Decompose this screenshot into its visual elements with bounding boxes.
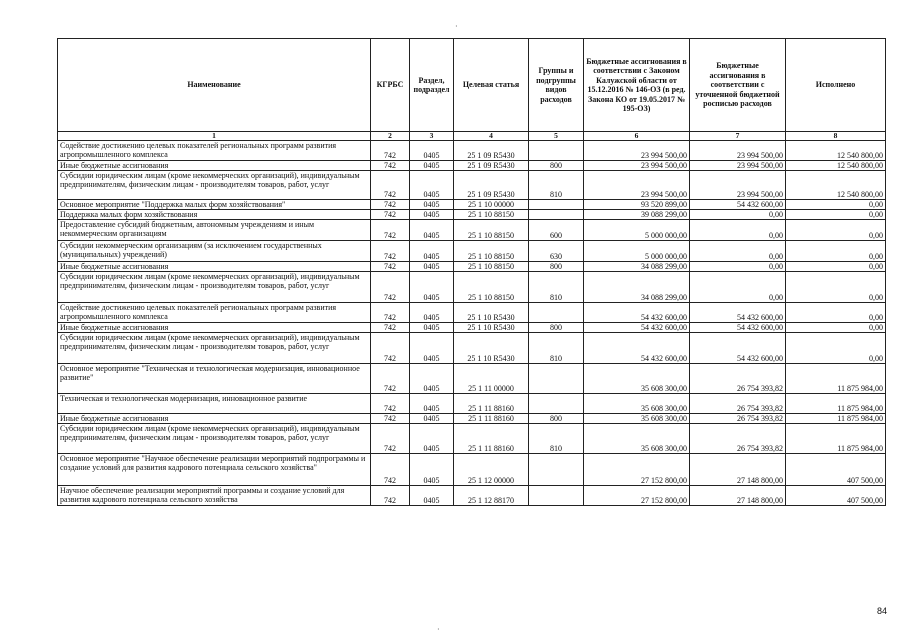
cell-group <box>529 394 584 414</box>
cell-kgrbs: 742 <box>371 454 410 486</box>
cell-target: 25 1 10 R5430 <box>454 303 529 323</box>
cell-refined: 23 994 500,00 <box>690 161 786 171</box>
cell-razdel: 0405 <box>410 454 454 486</box>
column-number: 5 <box>529 132 584 141</box>
cell-group <box>529 454 584 486</box>
table-row <box>58 200 886 210</box>
cell-law: 5 000 000,00 <box>584 241 690 262</box>
cell-refined: 23 994 500,00 <box>690 141 786 161</box>
cell-group: 600 <box>529 220 584 241</box>
table-row <box>58 241 886 262</box>
cell-target: 25 1 10 88150 <box>454 241 529 262</box>
table-row <box>58 161 886 171</box>
cell-law: 54 432 600,00 <box>584 333 690 364</box>
cell-kgrbs: 742 <box>371 210 410 220</box>
cell-razdel: 0405 <box>410 272 454 303</box>
cell-target: 25 1 10 R5430 <box>454 323 529 333</box>
cell-law: 23 994 500,00 <box>584 171 690 200</box>
table-row <box>58 454 886 486</box>
table-row <box>58 424 886 454</box>
cell-refined: 0,00 <box>690 220 786 241</box>
cell-target: 25 1 09 R5430 <box>454 171 529 200</box>
cell-razdel: 0405 <box>410 262 454 272</box>
cell-name: Иные бюджетные ассигнования <box>58 262 371 272</box>
cell-executed: 0,00 <box>786 262 886 272</box>
cell-group: 800 <box>529 414 584 424</box>
cell-executed: 0,00 <box>786 210 886 220</box>
cell-refined: 27 148 800,00 <box>690 486 786 506</box>
cell-executed: 11 875 984,00 <box>786 424 886 454</box>
cell-group <box>529 200 584 210</box>
cell-razdel: 0405 <box>410 241 454 262</box>
cell-name: Основное мероприятие "Научное обеспечение реализации мероприятий подпрограммы и создание условий для развития кадрового потенциала сельского хозяйства" <box>58 454 371 486</box>
cell-refined: 54 432 600,00 <box>690 303 786 323</box>
cell-executed: 407 500,00 <box>786 486 886 506</box>
cell-refined: 0,00 <box>690 241 786 262</box>
cell-law: 23 994 500,00 <box>584 141 690 161</box>
cell-name: Субсидии некоммерческим организациям (за исключением государственных (муниципальных) учреждений) <box>58 241 371 262</box>
cell-name: Субсидии юридическим лицам (кроме некоммерческих организаций), индивидуальным предпринимателям, физическим лицам - производителям товаров, работ, услуг <box>58 272 371 303</box>
cell-law: 93 520 899,00 <box>584 200 690 210</box>
cell-law: 35 608 300,00 <box>584 394 690 414</box>
table-row <box>58 414 886 424</box>
cell-target: 25 1 09 R5430 <box>454 161 529 171</box>
cell-group <box>529 303 584 323</box>
cell-kgrbs: 742 <box>371 486 410 506</box>
cell-law: 34 088 299,00 <box>584 262 690 272</box>
cell-executed: 0,00 <box>786 272 886 303</box>
cell-refined: 0,00 <box>690 262 786 272</box>
cell-name: Иные бюджетные ассигнования <box>58 161 371 171</box>
cell-group: 810 <box>529 171 584 200</box>
column-number: 3 <box>410 132 454 141</box>
cell-razdel: 0405 <box>410 323 454 333</box>
cell-target: 25 1 10 88150 <box>454 220 529 241</box>
cell-name: Основное мероприятие "Поддержка малых форм хозяйствования" <box>58 200 371 210</box>
header-name: Наименование <box>58 39 371 132</box>
cell-kgrbs: 742 <box>371 200 410 210</box>
cell-kgrbs: 742 <box>371 241 410 262</box>
cell-kgrbs: 742 <box>371 364 410 394</box>
cell-name: Иные бюджетные ассигнования <box>58 323 371 333</box>
cell-executed: 0,00 <box>786 241 886 262</box>
cell-executed: 12 540 800,00 <box>786 171 886 200</box>
header-groups: Группы и подгруппы видов расходов <box>529 39 584 132</box>
header-budget-refined: Бюджетные ассигнования в соответствии с уточненной бюджетной росписью расходов <box>690 39 786 132</box>
cell-name: Содействие достижению целевых показателей региональных программ развития агропромышленного комплекса <box>58 141 371 161</box>
cell-group: 810 <box>529 272 584 303</box>
cell-razdel: 0405 <box>410 141 454 161</box>
cell-executed: 12 540 800,00 <box>786 161 886 171</box>
cell-target: 25 1 09 R5430 <box>454 141 529 161</box>
cell-kgrbs: 742 <box>371 414 410 424</box>
cell-executed: 11 875 984,00 <box>786 394 886 414</box>
cell-group: 800 <box>529 323 584 333</box>
cell-group: 810 <box>529 424 584 454</box>
cell-law: 23 994 500,00 <box>584 161 690 171</box>
scan-dot: · <box>437 625 440 634</box>
cell-law: 39 088 299,00 <box>584 210 690 220</box>
cell-razdel: 0405 <box>410 364 454 394</box>
cell-refined: 26 754 393,82 <box>690 424 786 454</box>
budget-table <box>57 38 886 506</box>
cell-target: 25 1 12 88170 <box>454 486 529 506</box>
cell-refined: 0,00 <box>690 272 786 303</box>
cell-refined: 27 148 800,00 <box>690 454 786 486</box>
column-number: 1 <box>58 132 371 141</box>
cell-executed: 407 500,00 <box>786 454 886 486</box>
cell-executed: 0,00 <box>786 220 886 241</box>
table-row <box>58 210 886 220</box>
cell-name: Поддержка малых форм хозяйствования <box>58 210 371 220</box>
cell-law: 27 152 800,00 <box>584 454 690 486</box>
cell-group <box>529 141 584 161</box>
cell-group: 800 <box>529 161 584 171</box>
table-row <box>58 171 886 200</box>
header-razdel: Раздел, подраздел <box>410 39 454 132</box>
cell-law: 54 432 600,00 <box>584 303 690 323</box>
cell-razdel: 0405 <box>410 210 454 220</box>
cell-kgrbs: 742 <box>371 220 410 241</box>
cell-target: 25 1 10 R5430 <box>454 333 529 364</box>
cell-refined: 26 754 393,82 <box>690 364 786 394</box>
cell-kgrbs: 742 <box>371 333 410 364</box>
cell-razdel: 0405 <box>410 394 454 414</box>
table-row <box>58 220 886 241</box>
cell-name: Иные бюджетные ассигнования <box>58 414 371 424</box>
cell-razdel: 0405 <box>410 424 454 454</box>
cell-refined: 26 754 393,82 <box>690 394 786 414</box>
table-row <box>58 333 886 364</box>
cell-target: 25 1 10 00000 <box>454 200 529 210</box>
cell-name: Техническая и технологическая модернизация, инновационное развитие <box>58 394 371 414</box>
cell-law: 35 608 300,00 <box>584 424 690 454</box>
cell-executed: 11 875 984,00 <box>786 364 886 394</box>
cell-target: 25 1 11 88160 <box>454 394 529 414</box>
cell-razdel: 0405 <box>410 486 454 506</box>
cell-razdel: 0405 <box>410 161 454 171</box>
column-number: 2 <box>371 132 410 141</box>
cell-law: 5 000 000,00 <box>584 220 690 241</box>
cell-refined: 54 432 600,00 <box>690 200 786 210</box>
cell-executed: 0,00 <box>786 323 886 333</box>
cell-executed: 0,00 <box>786 303 886 323</box>
column-number: 7 <box>690 132 786 141</box>
cell-kgrbs: 742 <box>371 141 410 161</box>
table-row <box>58 303 886 323</box>
cell-razdel: 0405 <box>410 171 454 200</box>
cell-law: 27 152 800,00 <box>584 486 690 506</box>
cell-executed: 12 540 800,00 <box>786 141 886 161</box>
cell-law: 35 608 300,00 <box>584 414 690 424</box>
header-budget-law: Бюджетные ассигнования в соответствии с Законом Калужской области от 15.12.2016 № 146-ОЗ (в ред. Закона КО от 19.05.2017 № 195-ОЗ) <box>584 39 690 132</box>
table-row <box>58 486 886 506</box>
cell-name: Основное мероприятие "Техническая и технологическая модернизация, инновационное развитие" <box>58 364 371 394</box>
scan-dot: · <box>455 22 458 31</box>
header-executed: Исполнено <box>786 39 886 132</box>
cell-kgrbs: 742 <box>371 424 410 454</box>
cell-refined: 23 994 500,00 <box>690 171 786 200</box>
table-row <box>58 394 886 414</box>
cell-group <box>529 364 584 394</box>
cell-target: 25 1 11 88160 <box>454 414 529 424</box>
cell-name: Содействие достижению целевых показателей региональных программ развития агропромышленного комплекса <box>58 303 371 323</box>
cell-target: 25 1 12 00000 <box>454 454 529 486</box>
page-number: 84 <box>876 606 887 616</box>
cell-name: Субсидии юридическим лицам (кроме некоммерческих организаций), индивидуальным предпринимателям, физическим лицам - производителям товаров, работ, услуг <box>58 171 371 200</box>
table-row <box>58 364 886 394</box>
table-row <box>58 323 886 333</box>
cell-executed: 0,00 <box>786 200 886 210</box>
cell-refined: 54 432 600,00 <box>690 333 786 364</box>
column-number: 6 <box>584 132 690 141</box>
cell-razdel: 0405 <box>410 414 454 424</box>
cell-refined: 26 754 393,82 <box>690 414 786 424</box>
cell-razdel: 0405 <box>410 220 454 241</box>
header-kgrbs: КГРБС <box>371 39 410 132</box>
column-number: 8 <box>786 132 886 141</box>
cell-group: 800 <box>529 262 584 272</box>
cell-name: Субсидии юридическим лицам (кроме некоммерческих организаций), индивидуальным предпринимателям, физическим лицам - производителям товаров, работ, услуг <box>58 333 371 364</box>
cell-target: 25 1 10 88150 <box>454 210 529 220</box>
cell-group: 810 <box>529 333 584 364</box>
cell-target: 25 1 10 88150 <box>454 272 529 303</box>
table-body <box>58 141 886 506</box>
cell-law: 35 608 300,00 <box>584 364 690 394</box>
table-row <box>58 272 886 303</box>
cell-target: 25 1 11 88160 <box>454 424 529 454</box>
cell-law: 54 432 600,00 <box>584 323 690 333</box>
cell-name: Научное обеспечение реализации мероприятий программы и создание условий для развития кадрового потенциала сельского хозяйства <box>58 486 371 506</box>
cell-group <box>529 486 584 506</box>
cell-kgrbs: 742 <box>371 272 410 303</box>
cell-executed: 0,00 <box>786 333 886 364</box>
table-row <box>58 141 886 161</box>
header-target: Целевая статья <box>454 39 529 132</box>
cell-target: 25 1 11 00000 <box>454 364 529 394</box>
cell-law: 34 088 299,00 <box>584 272 690 303</box>
cell-kgrbs: 742 <box>371 303 410 323</box>
cell-refined: 54 432 600,00 <box>690 323 786 333</box>
column-number: 4 <box>454 132 529 141</box>
cell-kgrbs: 742 <box>371 171 410 200</box>
table-row <box>58 262 886 272</box>
cell-kgrbs: 742 <box>371 262 410 272</box>
cell-group: 630 <box>529 241 584 262</box>
cell-kgrbs: 742 <box>371 394 410 414</box>
cell-executed: 11 875 984,00 <box>786 414 886 424</box>
cell-kgrbs: 742 <box>371 323 410 333</box>
cell-razdel: 0405 <box>410 333 454 364</box>
cell-name: Субсидии юридическим лицам (кроме некоммерческих организаций), индивидуальным предпринимателям, физическим лицам - производителям товаров, работ, услуг <box>58 424 371 454</box>
cell-razdel: 0405 <box>410 303 454 323</box>
cell-target: 25 1 10 88150 <box>454 262 529 272</box>
cell-group <box>529 210 584 220</box>
cell-razdel: 0405 <box>410 200 454 210</box>
cell-kgrbs: 742 <box>371 161 410 171</box>
cell-name: Предоставление субсидий бюджетным, автономным учреждениям и иным некоммерческим организациям <box>58 220 371 241</box>
cell-refined: 0,00 <box>690 210 786 220</box>
